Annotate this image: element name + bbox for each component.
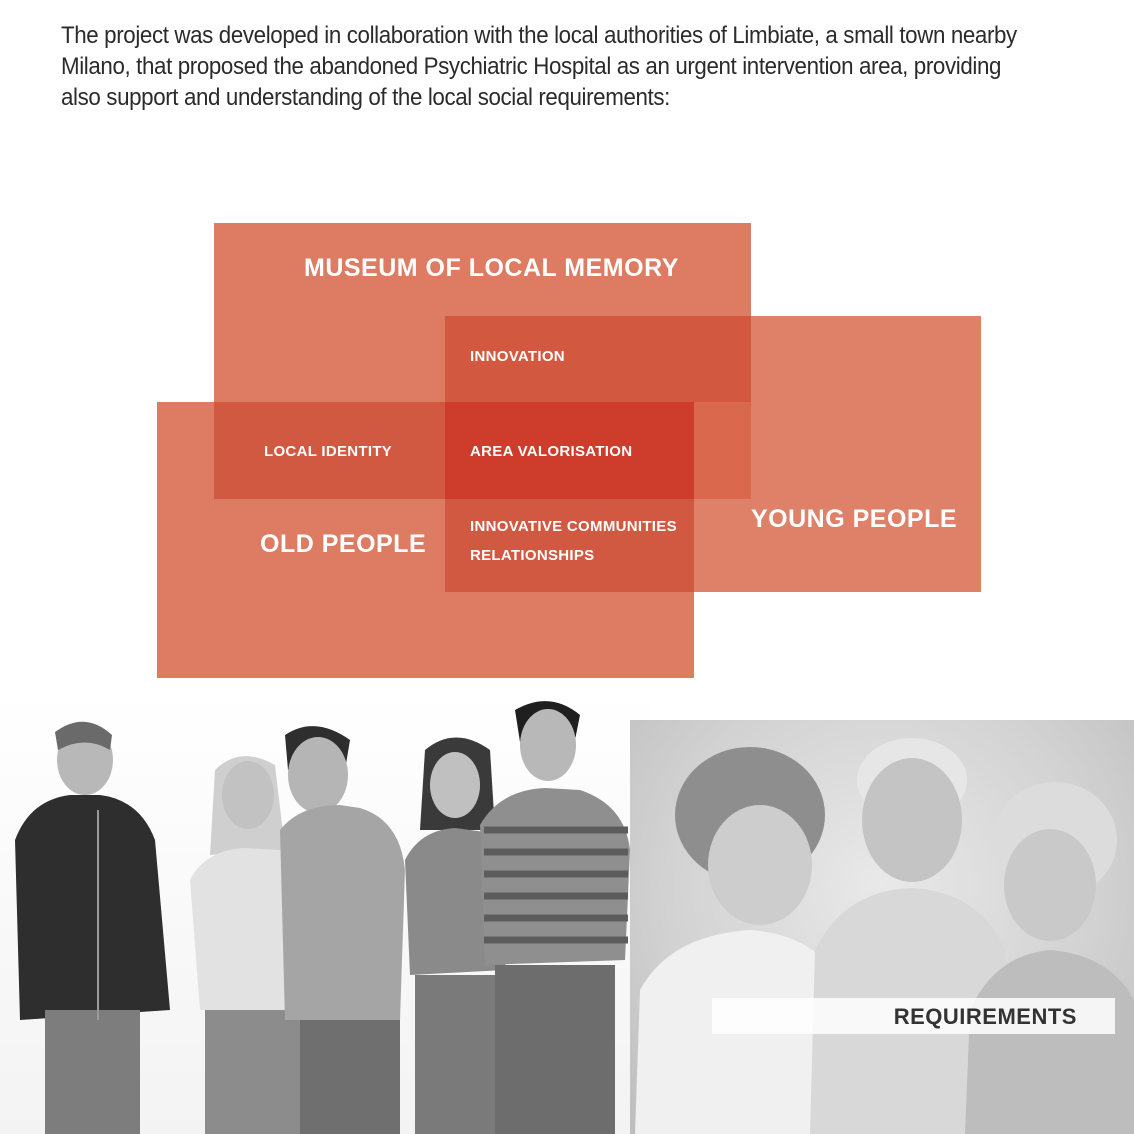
innovation-label: INNOVATION: [470, 348, 565, 365]
old-people-label: OLD PEOPLE: [260, 530, 427, 558]
young-person-1: [15, 722, 170, 1134]
museum-label: MUSEUM OF LOCAL MEMORY: [304, 254, 679, 282]
requirements-banner: [712, 998, 1115, 1034]
communities-label-line1: INNOVATIVE COMMUNITIES: [470, 518, 677, 535]
elderly-people-photo: [630, 720, 1134, 1134]
young-person-5: [480, 701, 630, 1134]
communities-label-line2: RELATIONSHIPS: [470, 547, 595, 564]
requirements-label: REQUIREMENTS: [893, 1004, 1077, 1029]
area-valorisation-label: AREA VALORISATION: [470, 443, 633, 460]
young-people-label: YOUNG PEOPLE: [751, 505, 958, 533]
young-people-photo: [0, 690, 650, 1134]
communities-overlap: [445, 499, 694, 592]
intro-paragraph: The project was developed in collaboration with the local authorities of Limbiate, a small town nearby Milano, that proposed the abandoned Psychiatric Hospital as an urgent intervention area, providing also support and understanding of the local social requirements:: [61, 22, 1017, 111]
local-identity-label: LOCAL IDENTITY: [264, 443, 393, 460]
